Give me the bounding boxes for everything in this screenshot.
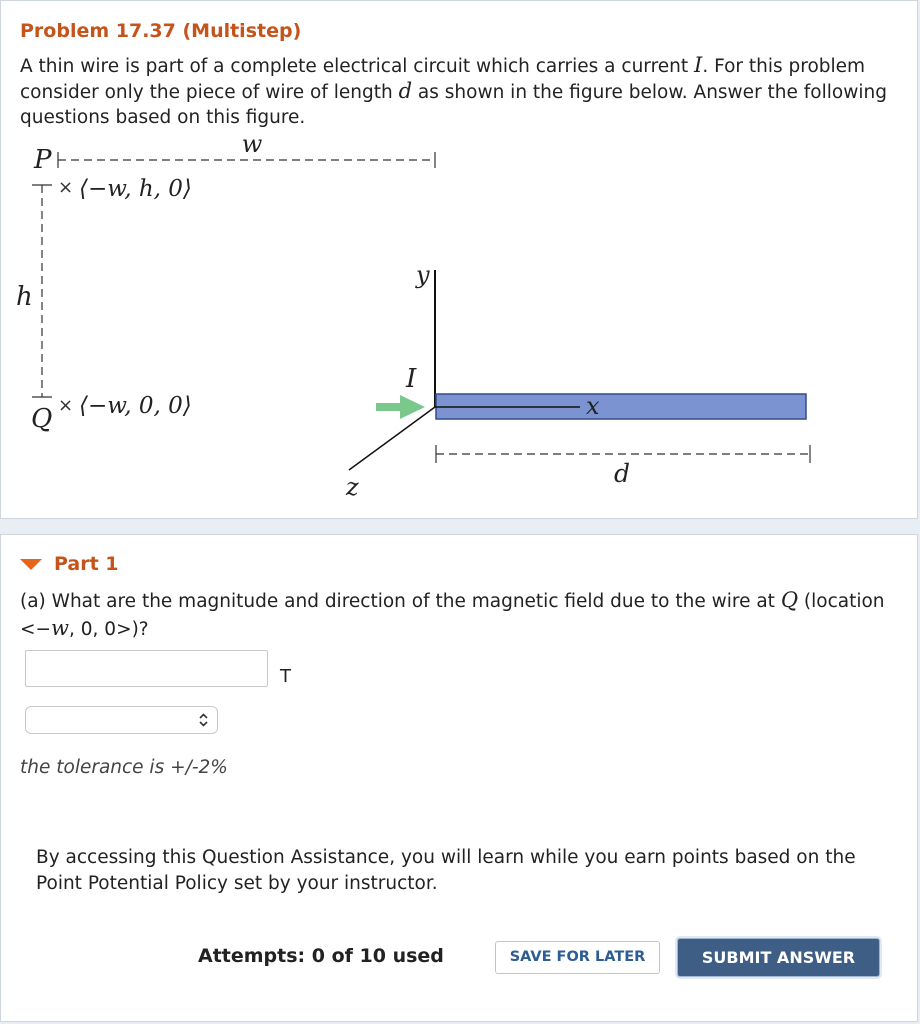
question-text [20, 587, 905, 643]
d-label: d [614, 459, 631, 488]
submit-answer-button[interactable]: SUBMIT ANSWER [677, 938, 880, 977]
point-p-coord: ⟨−w, h, 0⟩ [79, 176, 192, 202]
point-p-label: P [34, 145, 52, 175]
y-axis-label: y [416, 261, 430, 289]
h-label: h [16, 282, 33, 312]
current-symbol: I [694, 53, 703, 77]
updown-chevron-icon [198, 712, 209, 728]
x-axis-label: x [586, 392, 600, 420]
part-label: Part 1 [54, 553, 119, 575]
z-axis-label: z [346, 473, 359, 501]
question-point: Q [780, 588, 799, 612]
problem-text-2: . For this problem consider only the piece of wire of length [20, 56, 866, 103]
point-q-label: Q [31, 404, 53, 434]
attempts-counter: Attempts: 0 of 10 used [198, 945, 444, 967]
wire-figure [0, 128, 860, 508]
save-for-later-button[interactable]: SAVE FOR LATER [495, 941, 660, 974]
length-symbol: d [398, 79, 413, 103]
unit-label: T [280, 666, 291, 687]
problem-text-3: as shown in the figure below. Answer the following questions based on this figure. [20, 82, 887, 128]
current-label: I [406, 364, 417, 394]
assistance-text: By accessing this Question Assistance, you will learn while you earn points based on the Point Potential Policy set by your instructor. [36, 847, 856, 894]
point-q-cross: × [58, 395, 74, 416]
w-label: w [241, 130, 263, 158]
direction-select[interactable] [25, 706, 218, 734]
current-arrow [376, 395, 425, 419]
question-text-1: (a) What are the magnitude and direction of the magnetic field due to the wire at [20, 591, 781, 612]
point-p-cross: × [58, 177, 74, 198]
tolerance-text: the tolerance is +/-2% [20, 757, 228, 778]
question-text-2: (location <− [20, 591, 885, 640]
question-w: w [51, 616, 69, 640]
part-header[interactable] [20, 553, 119, 575]
point-q-coord: ⟨−w, 0, 0⟩ [79, 393, 192, 419]
collapse-triangle-icon[interactable] [20, 559, 42, 570]
problem-text-1: A thin wire is part of a complete electrical circuit which carries a current [20, 56, 695, 77]
question-text-3: , 0, 0>)? [69, 619, 149, 640]
problem-title: Problem 17.37 (Multistep) [20, 20, 302, 42]
problem-statement [20, 53, 900, 130]
magnitude-input[interactable] [25, 650, 268, 687]
z-axis [349, 407, 435, 470]
